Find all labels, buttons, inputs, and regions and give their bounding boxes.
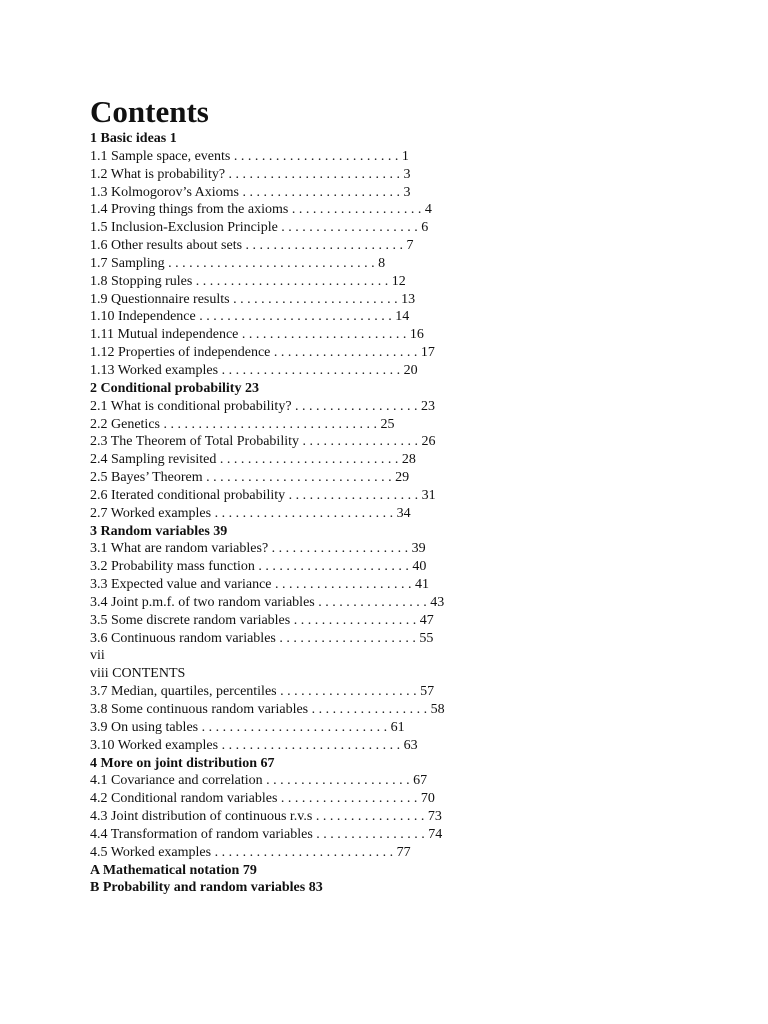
toc-chapter-heading: 4 More on joint distribution 67 xyxy=(90,755,275,771)
toc-entry: 4.2 Conditional random variables . . . . . . . . . . . . . . . . . . . . 70 xyxy=(90,791,435,807)
toc-entry: vii xyxy=(90,648,105,664)
toc-entry: 1.13 Worked examples . . . . . . . . . . . . . . . . . . . . . . . . . . 20 xyxy=(90,362,418,378)
toc-entry: 2.7 Worked examples . . . . . . . . . . . . . . . . . . . . . . . . . . 34 xyxy=(90,505,411,521)
toc-entry: 1.6 Other results about sets . . . . . . . . . . . . . . . . . . . . . . . 7 xyxy=(90,238,414,254)
toc-entry: 1.4 Proving things from the axioms . . . . . . . . . . . . . . . . . . . 4 xyxy=(90,202,432,218)
toc-entry: 2.5 Bayes’ Theorem . . . . . . . . . . . . . . . . . . . . . . . . . . . 29 xyxy=(90,470,410,486)
toc-entry: 3.8 Some continuous random variables . . . . . . . . . . . . . . . . . 58 xyxy=(90,702,445,717)
toc-entry: 4.1 Covariance and correlation . . . . . . . . . . . . . . . . . . . . . 67 xyxy=(90,773,428,789)
toc-entry: 1.9 Questionnaire results . . . . . . . . . . . . . . . . . . . . . . . . 13 xyxy=(90,291,416,307)
toc-entry: 1.11 Mutual independence . . . . . . . . . . . . . . . . . . . . . . . . 16 xyxy=(90,327,424,343)
toc-chapter-heading: 1 Basic ideas 1 xyxy=(90,131,177,146)
toc-chapter-heading: B Probability and random variables 83 xyxy=(90,880,323,896)
toc-entry: 1.5 Inclusion-Exclusion Principle . . . . . . . . . . . . . . . . . . . . 6 xyxy=(90,220,429,236)
toc-entry: viii CONTENTS xyxy=(90,666,186,682)
toc-entry: 3.9 On using tables . . . . . . . . . . . . . . . . . . . . . . . . . . . 61 xyxy=(90,719,405,735)
toc-entry: 3.7 Median, quartiles, percentiles . . . . . . . . . . . . . . . . . . . . 57 xyxy=(90,684,435,700)
toc-entry: 3.1 What are random variables? . . . . . . . . . . . . . . . . . . . . 39 xyxy=(90,541,426,557)
toc-entry: 1.8 Stopping rules . . . . . . . . . . . . . . . . . . . . . . . . . . . . 12 xyxy=(90,273,406,289)
toc-chapter-heading: 3 Random variables 39 xyxy=(90,523,228,539)
toc-entry: 1.7 Sampling . . . . . . . . . . . . . . . . . . . . . . . . . . . . . . 8 xyxy=(90,255,386,271)
toc-entry: 3.4 Joint p.m.f. of two random variables . . . . . . . . . . . . . . . . 43 xyxy=(90,594,445,610)
contents-page xyxy=(90,94,730,897)
toc-entry: 1.2 What is probability? . . . . . . . . . . . . . . . . . . . . . . . . . 3 xyxy=(90,166,411,182)
toc-entry: 4.3 Joint distribution of continuous r.v.s . . . . . . . . . . . . . . . . 73 xyxy=(90,809,442,825)
toc-entry: 2.3 The Theorem of Total Probability . . . . . . . . . . . . . . . . . 26 xyxy=(90,434,436,450)
toc-entry: 3.5 Some discrete random variables . . . . . . . . . . . . . . . . . . 47 xyxy=(90,612,434,628)
toc-entry: 1.12 Properties of independence . . . . . . . . . . . . . . . . . . . . . 17 xyxy=(90,345,435,361)
toc-entry: 1.10 Independence . . . . . . . . . . . . . . . . . . . . . . . . . . . . 14 xyxy=(90,309,410,325)
toc-entry: 2.1 What is conditional probability? . . . . . . . . . . . . . . . . . . 23 xyxy=(90,398,436,414)
toc-entry: 3.2 Probability mass function . . . . . . . . . . . . . . . . . . . . . . 40 xyxy=(90,559,427,575)
toc-entry: 4.5 Worked examples . . . . . . . . . . . . . . . . . . . . . . . . . . 77 xyxy=(90,844,411,860)
toc-entry: 1.3 Kolmogorov’s Axioms . . . . . . . . . . . . . . . . . . . . . . . 3 xyxy=(90,184,411,200)
page-title: Contents xyxy=(90,94,209,129)
toc-entry: 2.4 Sampling revisited . . . . . . . . . . . . . . . . . . . . . . . . . . 28 xyxy=(90,452,416,468)
toc-entry: 3.3 Expected value and variance . . . . . . . . . . . . . . . . . . . . 41 xyxy=(90,577,430,593)
toc-entry: 3.6 Continuous random variables . . . . . . . . . . . . . . . . . . . . 55 xyxy=(90,630,434,646)
toc-chapter-heading: A Mathematical notation 79 xyxy=(90,862,257,878)
toc-entry: 1.1 Sample space, events . . . . . . . . . . . . . . . . . . . . . . . . 1 xyxy=(90,148,409,164)
toc-entry: 2.2 Genetics . . . . . . . . . . . . . . . . . . . . . . . . . . . . . . . 25 xyxy=(90,416,395,432)
toc-list xyxy=(90,130,730,897)
toc-entry: 2.6 Iterated conditional probability . . . . . . . . . . . . . . . . . . . 31 xyxy=(90,487,436,503)
toc-entry: 4.4 Transformation of random variables . . . . . . . . . . . . . . . . 74 xyxy=(90,826,443,842)
toc-entry: 3.10 Worked examples . . . . . . . . . . . . . . . . . . . . . . . . . . 63 xyxy=(90,737,418,753)
toc-chapter-heading: 2 Conditional probability 23 xyxy=(90,380,259,396)
